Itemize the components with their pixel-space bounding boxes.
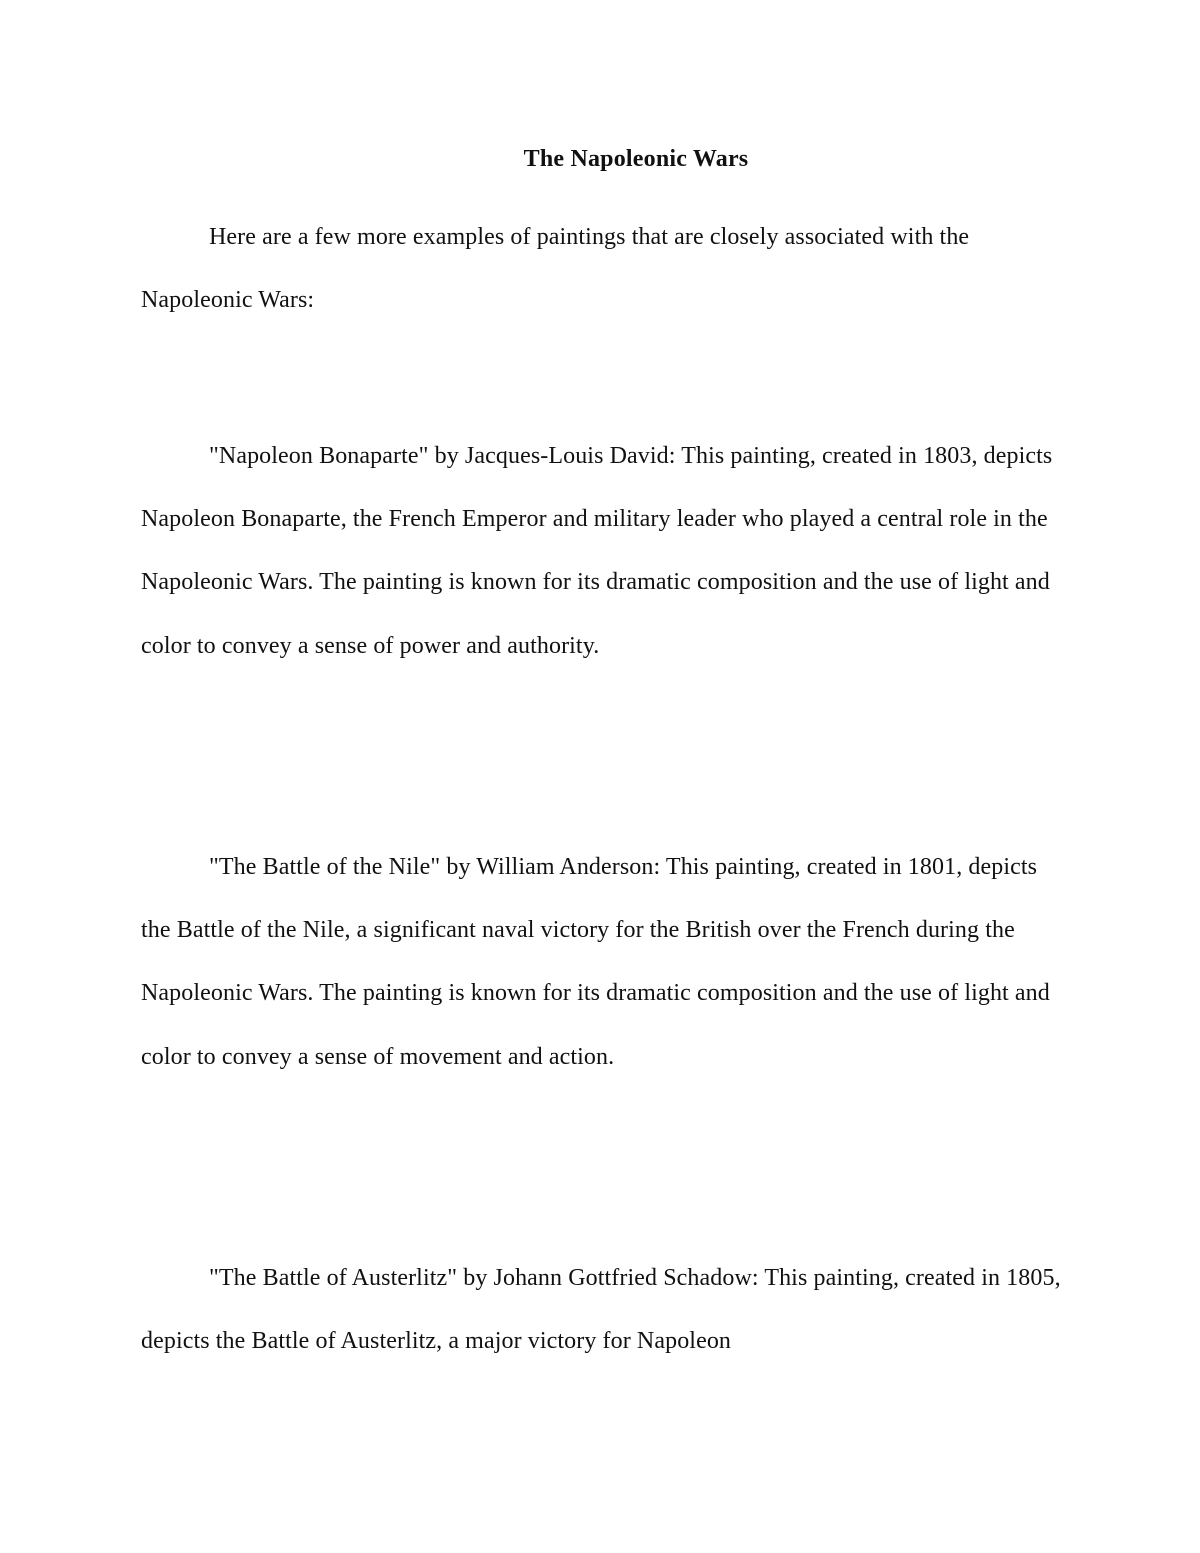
paragraph-battle-of-austerlitz: "The Battle of Austerlitz" by Johann Gottfried Schadow: This painting, created in 1805, depicts the Battle of Austerlitz, a major victory for Napoleon	[141, 1265, 1061, 1355]
page-title: The Napoleonic Wars	[523, 146, 749, 172]
paragraph-battle-of-the-nile: "The Battle of the Nile" by William Anderson: This painting, created in 1801, depicts the Battle of the Nile, a significant naval victory for the British over the French during the Napoleonic Wars. The painting is known for its dramatic composition and the use of light and color to convey a sense of movement and action.	[141, 854, 1050, 1070]
paragraph-napoleon-bonaparte: "Napoleon Bonaparte" by Jacques-Louis David: This painting, created in 1803, depicts Napoleon Bonaparte, the French Emperor and military leader who played a central role in the Napoleonic Wars. The painting is known for its dramatic composition and the use of light and color to convey a sense of power and authority.	[141, 443, 1053, 659]
intro-paragraph: Here are a few more examples of paintings that are closely associated with the Napoleonic Wars:	[141, 224, 970, 314]
